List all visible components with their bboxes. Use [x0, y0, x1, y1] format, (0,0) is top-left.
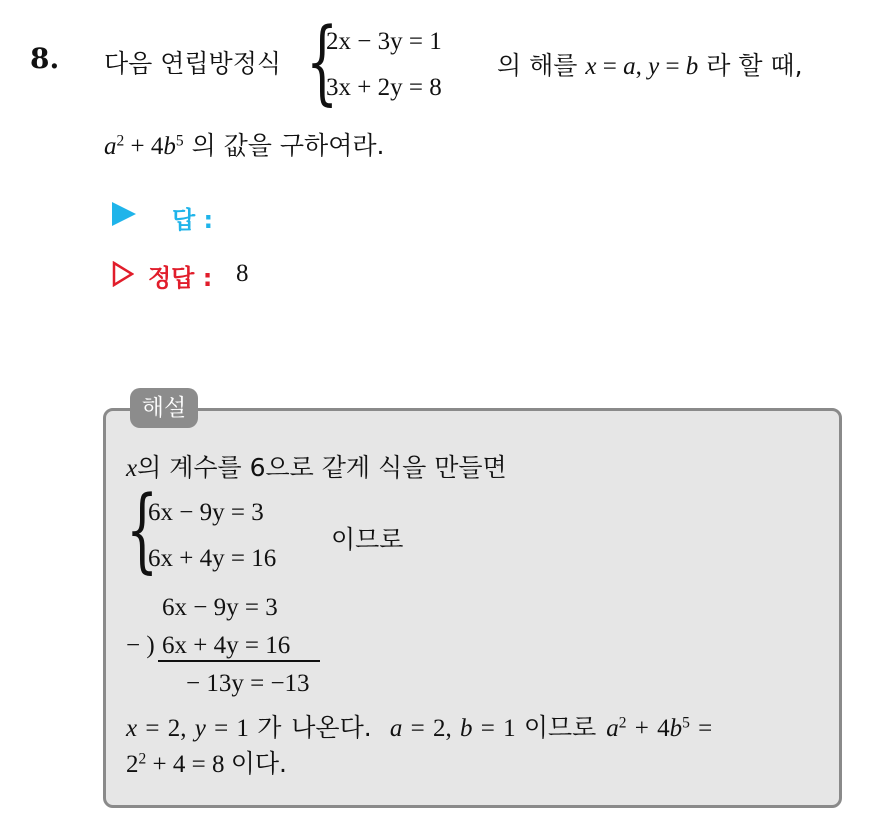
sub-result: − 13y = −13 — [186, 670, 310, 697]
sub-line-2: 6x + 4y = 16 — [162, 632, 291, 659]
problem-intro: 다음 연립방정식 — [104, 49, 281, 78]
problem-line2-text: 의 값을 구하여라. — [191, 131, 385, 160]
solution-result-suffix: 이므로 — [523, 713, 597, 742]
problem-number: 8. — [30, 42, 60, 75]
equation-2: 3x + 2y = 8 — [326, 74, 442, 101]
problem-tail: 의 해를 x = a, y = b 라 할 때, — [497, 51, 803, 80]
sub-underline — [158, 660, 320, 662]
equation-1: 2x − 3y = 1 — [326, 28, 442, 55]
correct-label: 정답 : — [148, 264, 213, 292]
solution-result-text: 가 나온다. — [257, 713, 372, 742]
correct-marker-icon — [112, 261, 134, 287]
solution-eq-2: 6x + 4y = 16 — [148, 545, 277, 572]
system-brace: { — [306, 8, 339, 115]
solution-tab: 해설 — [130, 388, 198, 428]
correct-value: 8 — [236, 260, 249, 287]
sub-operator: − ) — [126, 632, 155, 659]
solution-line1-text: 의 계수를 6으로 같게 식을 만들면 — [137, 453, 507, 482]
solution-eq-1: 6x − 9y = 3 — [148, 499, 264, 526]
solution-system-suffix: 이므로 — [331, 525, 404, 554]
answer-label: 답 : — [172, 206, 214, 234]
solution-final: $2^2 + 4 = 8$ 이다. — [126, 749, 287, 778]
solution-result-line: x = 2, y = 1 가 나온다. a = 2, b = 1 이므로 $a^2 + 4b^5$ = — [126, 713, 713, 742]
solution-brace: { — [126, 476, 159, 583]
solution-line1: x의 계수를 6으로 같게 식을 만들면 — [126, 453, 507, 482]
problem-line2: $a^2 + 4b^5$ 의 값을 구하여라. — [104, 131, 385, 160]
answer-marker-icon — [112, 202, 136, 226]
sub-line-1: 6x − 9y = 3 — [162, 594, 278, 621]
